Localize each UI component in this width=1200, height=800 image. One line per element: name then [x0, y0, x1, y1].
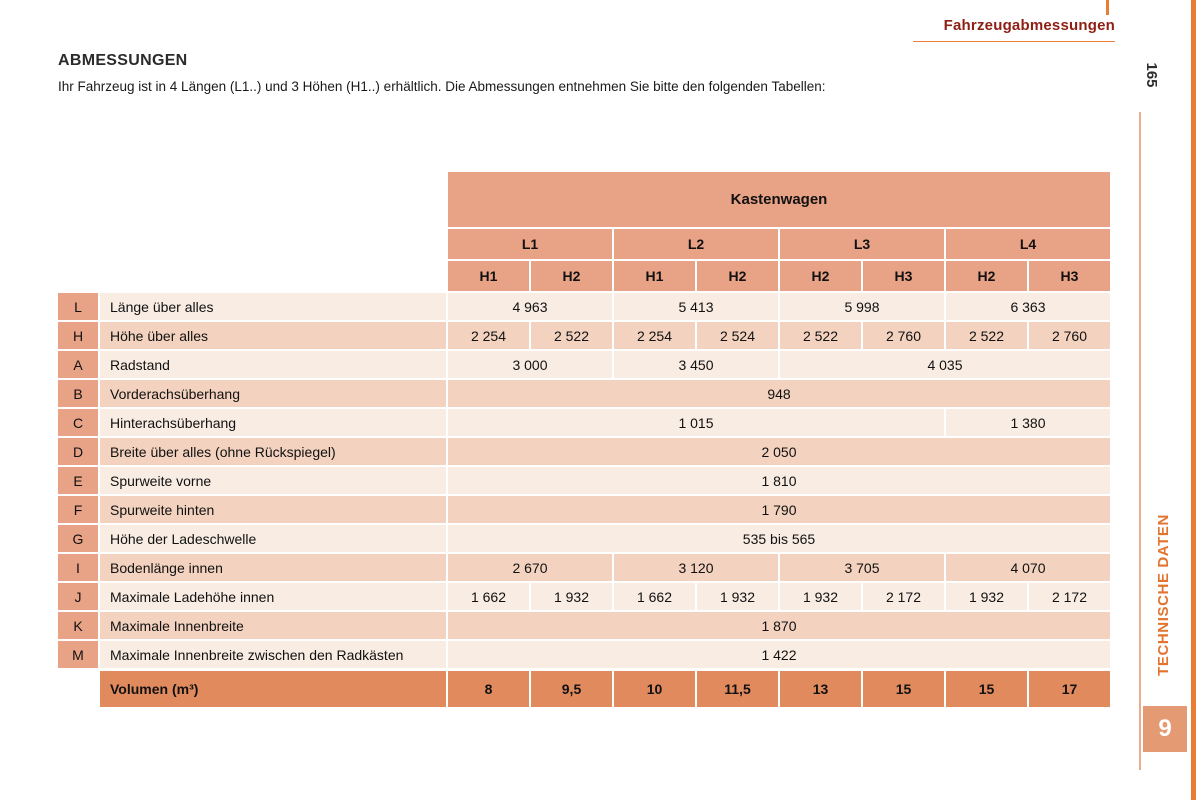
- spacer-cell: [58, 229, 446, 259]
- row-value-cell: 2 254: [448, 322, 529, 349]
- height-header: H2: [531, 261, 612, 291]
- volume-value-cell: 8: [448, 671, 529, 707]
- row-key: C: [58, 409, 98, 436]
- row-key: L: [58, 293, 98, 320]
- chapter-number-badge: [1143, 706, 1187, 752]
- row-label: Spurweite vorne: [100, 467, 446, 494]
- row-value-cell: 1 932: [697, 583, 778, 610]
- chapter-number: 9: [1158, 715, 1172, 742]
- page-edge-accent-bar: [1191, 0, 1196, 800]
- volume-value-cell: 15: [946, 671, 1027, 707]
- intro-text: Ihr Fahrzeug ist in 4 Längen (L1..) und 3 Höhen (H1..) erhältlich. Die Abmessungen entnehmen Sie bitte den folgenden Tabellen:: [58, 79, 826, 94]
- row-value-cell: 2 524: [697, 322, 778, 349]
- row-value-cell: 1 810: [448, 467, 1110, 494]
- dimensions-table: [58, 172, 1110, 709]
- table-row: [58, 525, 1110, 552]
- sidebar-divider-line: [1139, 112, 1141, 770]
- row-key: M: [58, 641, 98, 668]
- row-value-cell: 1 662: [614, 583, 695, 610]
- row-key: G: [58, 525, 98, 552]
- row-value-cell: 2 760: [1029, 322, 1110, 349]
- row-key: B: [58, 380, 98, 407]
- row-value-cell: 3 120: [614, 554, 778, 581]
- table-group-header-row: [58, 172, 1110, 227]
- row-value-cell: 1 932: [531, 583, 612, 610]
- section-heading: ABMESSUNGEN: [58, 52, 188, 69]
- volume-value-cell: 9,5: [531, 671, 612, 707]
- row-value-cell: 5 998: [780, 293, 944, 320]
- row-label: Radstand: [100, 351, 446, 378]
- row-value-cell: 2 522: [780, 322, 861, 349]
- row-key: A: [58, 351, 98, 378]
- row-label: Spurweite hinten: [100, 496, 446, 523]
- row-value-cell: 2 254: [614, 322, 695, 349]
- row-label: Hinterachsüberhang: [100, 409, 446, 436]
- row-label: Maximale Innenbreite zwischen den Radkästen: [100, 641, 446, 668]
- table-row: [58, 438, 1110, 465]
- table-row: [58, 293, 1110, 320]
- height-header: H1: [614, 261, 695, 291]
- page-title: Fahrzeugabmessungen: [943, 17, 1115, 34]
- volume-value-cell: 15: [863, 671, 944, 707]
- length-header: L1: [448, 229, 612, 259]
- row-value-cell: 948: [448, 380, 1110, 407]
- row-key: H: [58, 322, 98, 349]
- row-value-cell: 2 172: [863, 583, 944, 610]
- table-length-header-row: [58, 229, 1110, 259]
- volume-value-cell: 13: [780, 671, 861, 707]
- volume-label: Volumen (m³): [100, 671, 446, 707]
- row-value-cell: 2 670: [448, 554, 612, 581]
- length-header: L4: [946, 229, 1110, 259]
- table-row: [58, 554, 1110, 581]
- spacer-cell: [58, 261, 446, 291]
- row-label: Bodenlänge innen: [100, 554, 446, 581]
- row-label: Maximale Innenbreite: [100, 612, 446, 639]
- table-row: [58, 641, 1110, 668]
- header-accent-tick: [1106, 0, 1109, 15]
- row-key: J: [58, 583, 98, 610]
- row-value-cell: 3 450: [614, 351, 778, 378]
- row-key: F: [58, 496, 98, 523]
- row-value-cell: 2 522: [531, 322, 612, 349]
- row-value-cell: 1 870: [448, 612, 1110, 639]
- volume-value-cell: 10: [614, 671, 695, 707]
- table-row: [58, 467, 1110, 494]
- length-header: L2: [614, 229, 778, 259]
- row-key: E: [58, 467, 98, 494]
- spacer-cell: [58, 671, 98, 707]
- row-label: Breite über alles (ohne Rückspiegel): [100, 438, 446, 465]
- row-value-cell: 1 932: [946, 583, 1027, 610]
- spacer-cell: [58, 172, 446, 227]
- table-row: [58, 583, 1110, 610]
- length-header: L3: [780, 229, 944, 259]
- row-value-cell: 1 422: [448, 641, 1110, 668]
- row-value-cell: 6 363: [946, 293, 1110, 320]
- row-value-cell: 535 bis 565: [448, 525, 1110, 552]
- row-value-cell: 2 760: [863, 322, 944, 349]
- table-row: [58, 612, 1110, 639]
- intro-block: [58, 52, 1078, 96]
- row-value-cell: 1 662: [448, 583, 529, 610]
- page-number: 165: [1143, 62, 1160, 88]
- row-key: I: [58, 554, 98, 581]
- row-value-cell: 1 932: [780, 583, 861, 610]
- row-value-cell: 4 963: [448, 293, 612, 320]
- row-value-cell: 3 705: [780, 554, 944, 581]
- row-value-cell: 1 015: [448, 409, 944, 436]
- table-height-header-row: [58, 261, 1110, 291]
- volume-row: [58, 671, 1110, 707]
- header-underline: [913, 41, 1115, 42]
- row-label: Vorderachsüberhang: [100, 380, 446, 407]
- row-key: K: [58, 612, 98, 639]
- row-value-cell: 2 172: [1029, 583, 1110, 610]
- volume-value-cell: 17: [1029, 671, 1110, 707]
- table-group-header: Kastenwagen: [448, 172, 1110, 227]
- row-value-cell: 1 380: [946, 409, 1110, 436]
- row-value-cell: 4 035: [780, 351, 1110, 378]
- height-header: H2: [697, 261, 778, 291]
- row-value-cell: 5 413: [614, 293, 778, 320]
- height-header: H3: [1029, 261, 1110, 291]
- table-row: [58, 351, 1110, 378]
- row-label: Höhe über alles: [100, 322, 446, 349]
- row-label: Höhe der Ladeschwelle: [100, 525, 446, 552]
- row-value-cell: 1 790: [448, 496, 1110, 523]
- table-row: [58, 322, 1110, 349]
- table-row: [58, 380, 1110, 407]
- volume-value-cell: 11,5: [697, 671, 778, 707]
- row-value-cell: 2 522: [946, 322, 1027, 349]
- table-row: [58, 409, 1110, 436]
- height-header: H1: [448, 261, 529, 291]
- table-row: [58, 496, 1110, 523]
- height-header: H3: [863, 261, 944, 291]
- row-value-cell: 2 050: [448, 438, 1110, 465]
- row-key: D: [58, 438, 98, 465]
- row-label: Länge über alles: [100, 293, 446, 320]
- row-value-cell: 3 000: [448, 351, 612, 378]
- height-header: H2: [780, 261, 861, 291]
- row-value-cell: 4 070: [946, 554, 1110, 581]
- row-label: Maximale Ladehöhe innen: [100, 583, 446, 610]
- sidebar-section-label: TECHNISCHE DATEN: [1155, 514, 1172, 676]
- height-header: H2: [946, 261, 1027, 291]
